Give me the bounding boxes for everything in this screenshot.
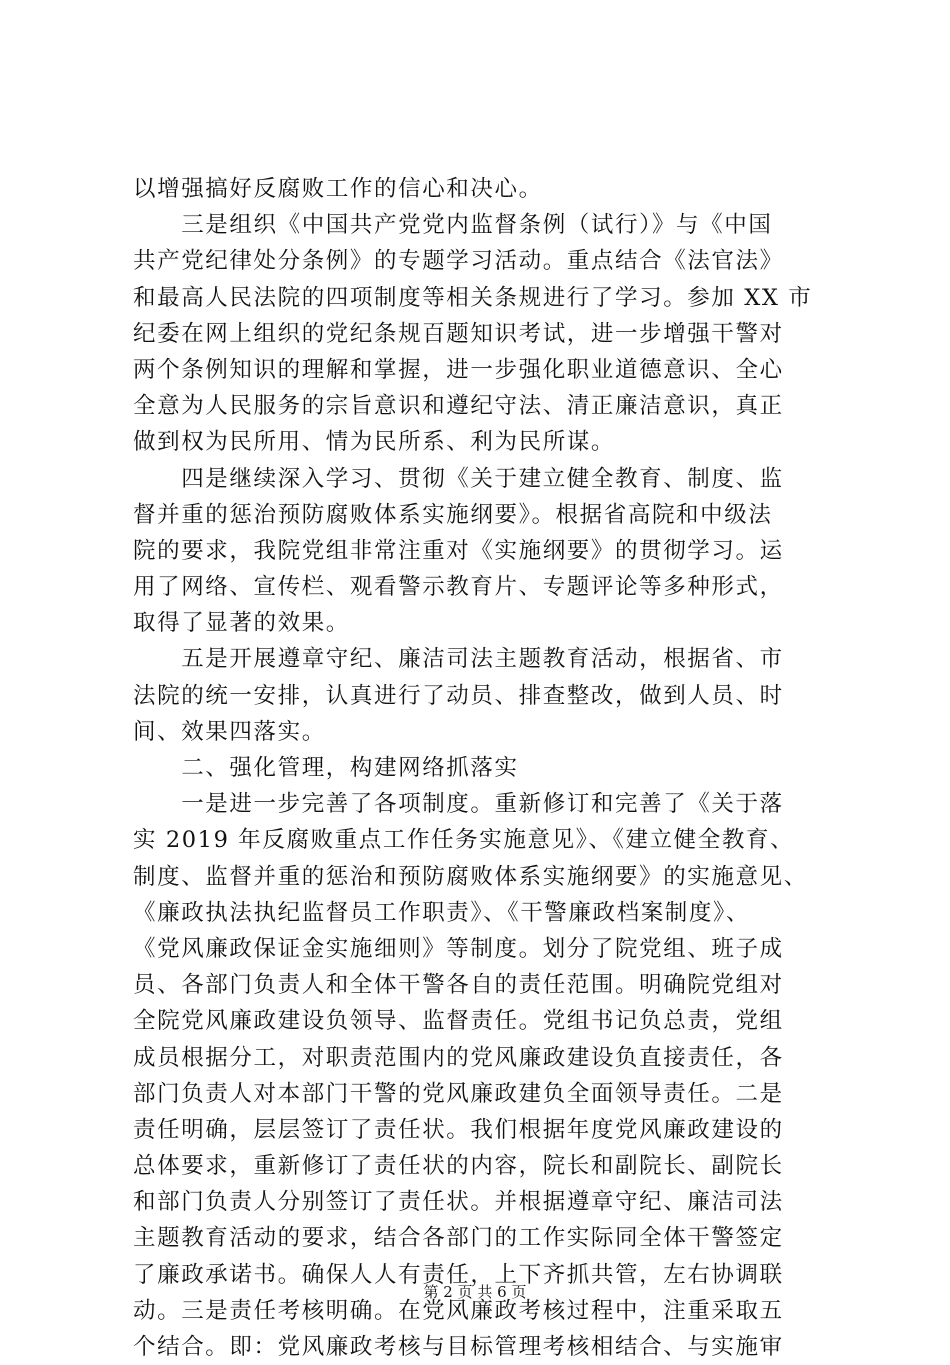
text-line: 用了网络、宣传栏、观看警示教育片、专题评论等多种形式， [133, 574, 784, 601]
text-line: 三是组织《中国共产党党内监督条例（试行）》与《中国 [133, 212, 773, 239]
text-line: 成员根据分工，对职责范围内的党风廉政建设负直接责任，各 [133, 1044, 784, 1071]
text-line: 动。三是责任考核明确。在党风廉政考核过程中，注重采取五 [133, 1297, 784, 1324]
text-line: 和部门负责人分别签订了责任状。并根据遵章守纪、廉洁司法 [133, 1189, 784, 1216]
text-line: 主题教育活动的要求，结合各部门的工作实际同全体干警签定 [133, 1225, 784, 1252]
text-line: 《廉政执法执纪监督员工作职责》、《干警廉政档案制度》、 [133, 899, 750, 926]
text-line: 制度、监督并重的惩治和预防腐败体系实施纲要》的实施意见、 [133, 863, 808, 890]
text-line: 督并重的惩治预防腐败体系实施纲要》。根据省高院和中级法 [133, 501, 773, 528]
text-line: 取得了显著的效果。 [133, 610, 350, 637]
text-line: 员、各部门负责人和全体干警各自的责任范围。明确院党组对 [133, 972, 784, 999]
text-line: 以增强搞好反腐败工作的信心和决心。 [133, 176, 543, 202]
text-line: 实 2019 年反腐败重点工作任务实施意见》、《建立健全教育、 [133, 827, 795, 854]
text-line: 个结合。即：党风廉政考核与目标管理考核相结合、与实施审 [133, 1334, 784, 1360]
text-line: 共产党纪律处分条例》的专题学习活动。重点结合《法官法》 [133, 248, 784, 275]
text-line: 四是继续深入学习、贯彻《关于建立健全教育、制度、监 [133, 465, 784, 492]
text-line: 间、效果四落实。 [133, 718, 326, 745]
text-line: 全意为人民服务的宗旨意识和遵纪守法、清正廉洁意识，真正 [133, 393, 784, 420]
text-line: 一是进一步完善了各项制度。重新修订和完善了《关于落 [133, 791, 784, 818]
text-line: 五是开展遵章守纪、廉洁司法主题教育活动，根据省、市 [133, 646, 784, 673]
text-line: 全院党风廉政建设负领导、监督责任。党组书记负总责，党组 [133, 1008, 784, 1035]
text-line: 院的要求，我院党组非常注重对《实施纲要》的贯彻学习。运 [133, 537, 784, 564]
section-heading: 二、强化管理，构建网络抓落实 [133, 755, 519, 781]
text-line: 责任明确，层层签订了责任状。我们根据年度党风廉政建设的 [133, 1116, 784, 1143]
text-line: 做到权为民所用、情为民所系、利为民所谋。 [133, 429, 616, 456]
text-line: 和最高人民法院的四项制度等相关条规进行了学习。参加 XX 市 [133, 284, 813, 311]
page-footer [0, 1281, 950, 1302]
text-line: 两个条例知识的理解和掌握，进一步强化职业道德意识、全心 [133, 356, 784, 383]
text-line: 部门负责人对本部门干警的党风廉政建负全面领导责任。二是 [133, 1080, 784, 1107]
page-number: 第 2 页 共 6 页 [423, 1283, 527, 1301]
text-line: 《党风廉政保证金实施细则》等制度。划分了院党组、班子成 [133, 935, 784, 962]
body-text [133, 171, 823, 1365]
text-line: 法院的统一安排，认真进行了动员、排查整改，做到人员、时 [133, 682, 784, 709]
text-line: 总体要求，重新修订了责任状的内容，院长和副院长、副院长 [133, 1153, 784, 1180]
text-line: 了廉政承诺书。确保人人有责任，上下齐抓共管，左右协调联 [133, 1261, 784, 1288]
text-line: 纪委在网上组织的党纪条规百题知识考试，进一步增强干警对 [133, 320, 784, 347]
